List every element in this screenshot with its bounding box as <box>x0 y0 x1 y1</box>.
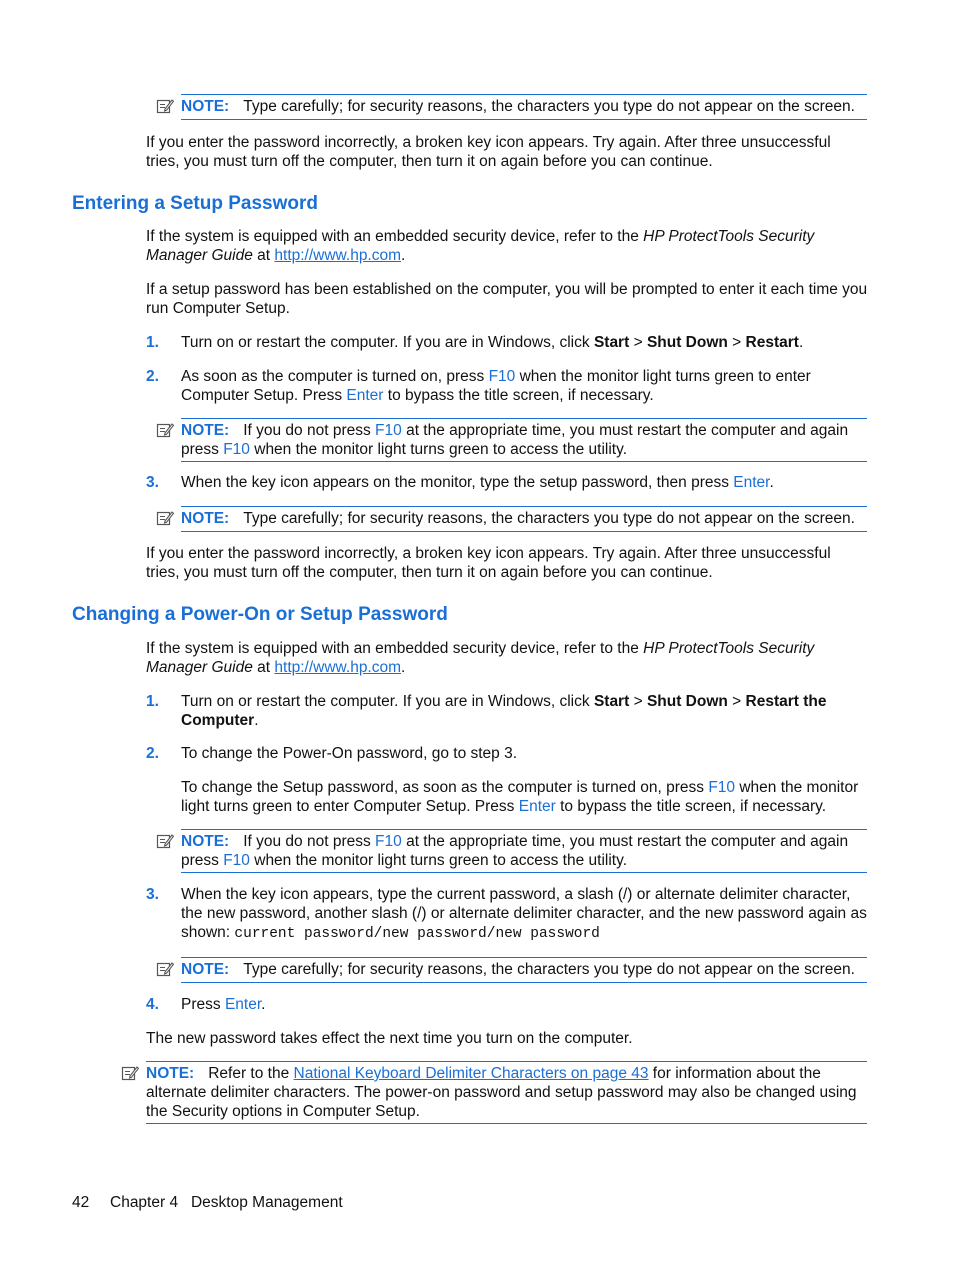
note-block <box>181 829 867 873</box>
section-heading: Entering a Setup Password <box>72 193 318 214</box>
key-enter: Enter <box>518 798 556 815</box>
note-block <box>181 94 867 120</box>
guide-title: HP ProtectTools Security Manager Guide <box>146 228 815 264</box>
key-enter: Enter <box>346 387 384 404</box>
text: . <box>401 247 406 264</box>
step-text <box>181 333 868 352</box>
text: > <box>727 693 746 710</box>
paragraph: The new password takes effect the next time you turn on the computer. <box>146 1030 633 1047</box>
note-block <box>181 506 867 532</box>
key-f10: F10 <box>223 441 250 458</box>
key-f10: F10 <box>375 422 402 439</box>
shut-down-label: Shut Down <box>646 334 728 351</box>
paragraph <box>146 639 868 677</box>
note-block <box>181 418 867 462</box>
text: If the system is equipped with an embedded security device, refer to the <box>146 640 644 657</box>
delimiter-characters-link[interactable]: National Keyboard Delimiter Characters on page 43 <box>293 1065 649 1082</box>
start-label: Start <box>593 334 630 351</box>
text: . <box>769 474 774 491</box>
text: for information about the alternate delimiter characters. The power-on password and setup password may also be changed using the Security options in Computer Setup. <box>146 1065 857 1120</box>
step-text <box>181 473 868 492</box>
text: To change the Setup password, as soon as the computer is turned on, press <box>181 779 709 796</box>
paragraph: If you enter the password incorrectly, a broken key icon appears. Try again. After three unsuccessful tries, you must turn off the computer, then turn it on again before you can continue. <box>146 134 831 170</box>
note-pencil-icon <box>156 510 174 526</box>
text: when the monitor light turns green to enter Computer Setup. Press <box>181 368 811 404</box>
step-text <box>181 885 868 944</box>
note-label: NOTE: <box>181 510 230 527</box>
step-number: 4. <box>146 996 159 1013</box>
text: > <box>727 334 746 351</box>
step-text <box>181 995 868 1014</box>
text: Refer to the <box>208 1065 294 1082</box>
text: . <box>401 659 406 676</box>
start-label: Start <box>593 693 630 710</box>
hp-link[interactable]: http://www.hp.com <box>274 247 402 264</box>
chapter-title: Chapter 4 Desktop Management <box>110 1194 343 1211</box>
restart-label: Restart the Computer <box>181 693 827 729</box>
note-label: NOTE: <box>146 1065 195 1082</box>
paragraph: If a setup password has been established on the computer, you will be prompted to enter it each time you run Computer Setup. <box>146 281 868 317</box>
text: If the system is equipped with an embedded security device, refer to the <box>146 228 644 245</box>
note-label: NOTE: <box>181 98 230 115</box>
text: As soon as the computer is turned on, press <box>181 368 489 385</box>
text: . <box>254 712 259 729</box>
text: at the appropriate time, you must restart the computer and again press <box>181 833 849 869</box>
guide-title: HP ProtectTools Security Manager Guide <box>146 640 815 676</box>
text: when the monitor light turns green to access the utility. <box>249 441 628 458</box>
step-number: 1. <box>146 693 159 710</box>
note-block <box>181 957 867 983</box>
text: . <box>261 996 266 1013</box>
step-text <box>181 692 868 730</box>
section-heading: Changing a Power-On or Setup Password <box>72 604 448 625</box>
text: Turn on or restart the computer. If you are in Windows, click <box>181 334 594 351</box>
text: when the monitor light turns green to access the utility. <box>249 852 628 869</box>
note-pencil-icon <box>121 1065 139 1081</box>
text: to bypass the title screen, if necessary. <box>383 387 654 404</box>
note-pencil-icon <box>156 422 174 438</box>
note-label: NOTE: <box>181 961 230 978</box>
key-enter: Enter <box>224 996 262 1013</box>
step-text <box>181 367 868 405</box>
text: when the monitor light turns green to enter Computer Setup. Press <box>181 779 859 815</box>
text: When the key icon appears on the monitor, type the setup password, then press <box>181 474 734 491</box>
note-pencil-icon <box>156 961 174 977</box>
note-pencil-icon <box>156 98 174 114</box>
step-number: 3. <box>146 886 159 903</box>
text: Turn on or restart the computer. If you are in Windows, click <box>181 693 594 710</box>
note-text: Type carefully; for security reasons, the characters you type do not appear on the screen. <box>243 98 855 115</box>
note-label: NOTE: <box>181 833 230 850</box>
key-f10: F10 <box>488 368 516 385</box>
text: at <box>252 247 275 264</box>
restart-label: Restart <box>745 334 799 351</box>
step-number: 2. <box>146 745 159 762</box>
key-f10: F10 <box>223 852 250 869</box>
step-text <box>181 778 868 816</box>
paragraph <box>146 227 868 265</box>
key-f10: F10 <box>708 779 736 796</box>
note-block <box>146 1061 867 1124</box>
key-enter: Enter <box>733 474 770 491</box>
text: . <box>798 334 804 351</box>
page-number: 42 <box>72 1194 90 1211</box>
note-pencil-icon <box>156 833 174 849</box>
text: to bypass the title screen, if necessary. <box>555 798 827 815</box>
hp-link[interactable]: http://www.hp.com <box>274 659 402 676</box>
shut-down-label: Shut Down <box>646 693 728 710</box>
text: at <box>252 659 275 676</box>
text: Press <box>181 996 225 1013</box>
step-number: 2. <box>146 368 159 385</box>
step-number: 3. <box>146 474 159 491</box>
step-text: To change the Power-On password, go to step 3. <box>181 745 518 762</box>
note-text: Type carefully; for security reasons, the characters you type do not appear on the screen. <box>243 510 855 527</box>
text: at the appropriate time, you must restart the computer and again press <box>181 422 849 458</box>
code-example: current password/new password/new password <box>234 926 600 942</box>
text: > <box>629 334 647 351</box>
text: If you do not press <box>243 833 376 850</box>
step-number: 1. <box>146 334 159 351</box>
text: When the key icon appears, type the current password, a slash (/) or alternate delimiter character, the new password, another slash (/) or alternate delimiter character, and the new password again as shown: <box>181 886 867 941</box>
paragraph: If you enter the password incorrectly, a broken key icon appears. Try again. After three unsuccessful tries, you must turn off the computer, then turn it on again before you can continue. <box>146 545 831 581</box>
text: If you do not press <box>243 422 376 439</box>
note-text: Type carefully; for security reasons, the characters you type do not appear on the screen. <box>243 961 855 978</box>
key-f10: F10 <box>375 833 402 850</box>
text: > <box>629 693 647 710</box>
note-label: NOTE: <box>181 422 230 439</box>
